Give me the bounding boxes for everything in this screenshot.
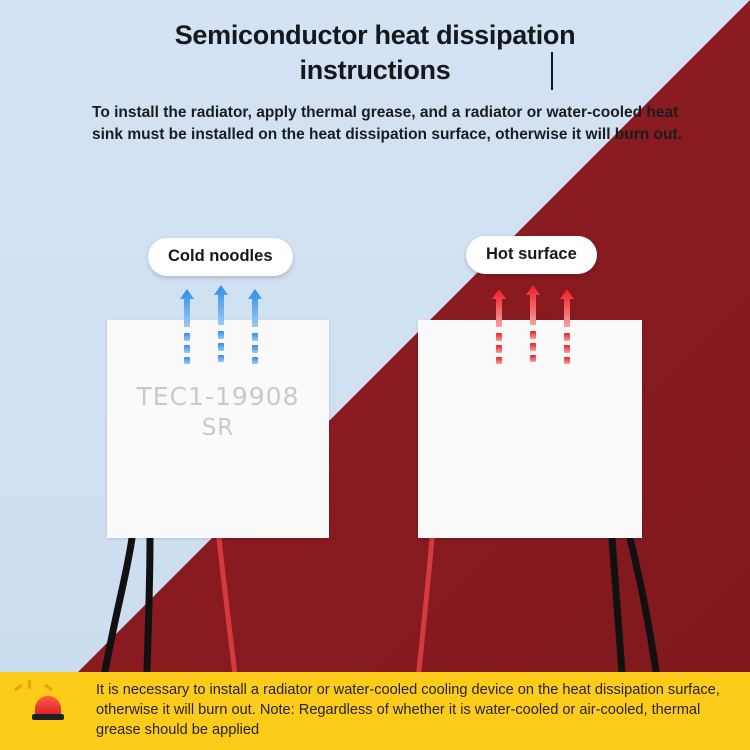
chip-model-line2: SR — [201, 415, 235, 441]
siren-alert-icon — [0, 672, 96, 750]
footer-warning-text: It is necessary to install a radiator or water-cooled cooling device on the heat dissipation surface, otherwise it will burn out. Note: Regardless of whether it is water-cooled or air-cooled, thermal grease should be applied — [96, 682, 720, 738]
footer-warning-bar — [0, 672, 750, 750]
label-hot-surface: Hot surface — [466, 236, 597, 274]
chip-model-line1: TEC1-19908 — [136, 382, 300, 411]
label-cold-surface: Cold noodles — [148, 238, 293, 276]
page-subtitle: To install the radiator, apply thermal grease, and a radiator or water-cooled heat sink must be installed on the heat dissipation surface, otherwise it will burn out. — [92, 104, 682, 143]
page-title: Semiconductor heat dissipation instructions — [174, 20, 576, 85]
cold-airflow-arrows — [170, 285, 290, 395]
hot-airflow-arrows — [482, 285, 602, 395]
siren-shape — [30, 690, 66, 720]
header — [0, 18, 750, 87]
